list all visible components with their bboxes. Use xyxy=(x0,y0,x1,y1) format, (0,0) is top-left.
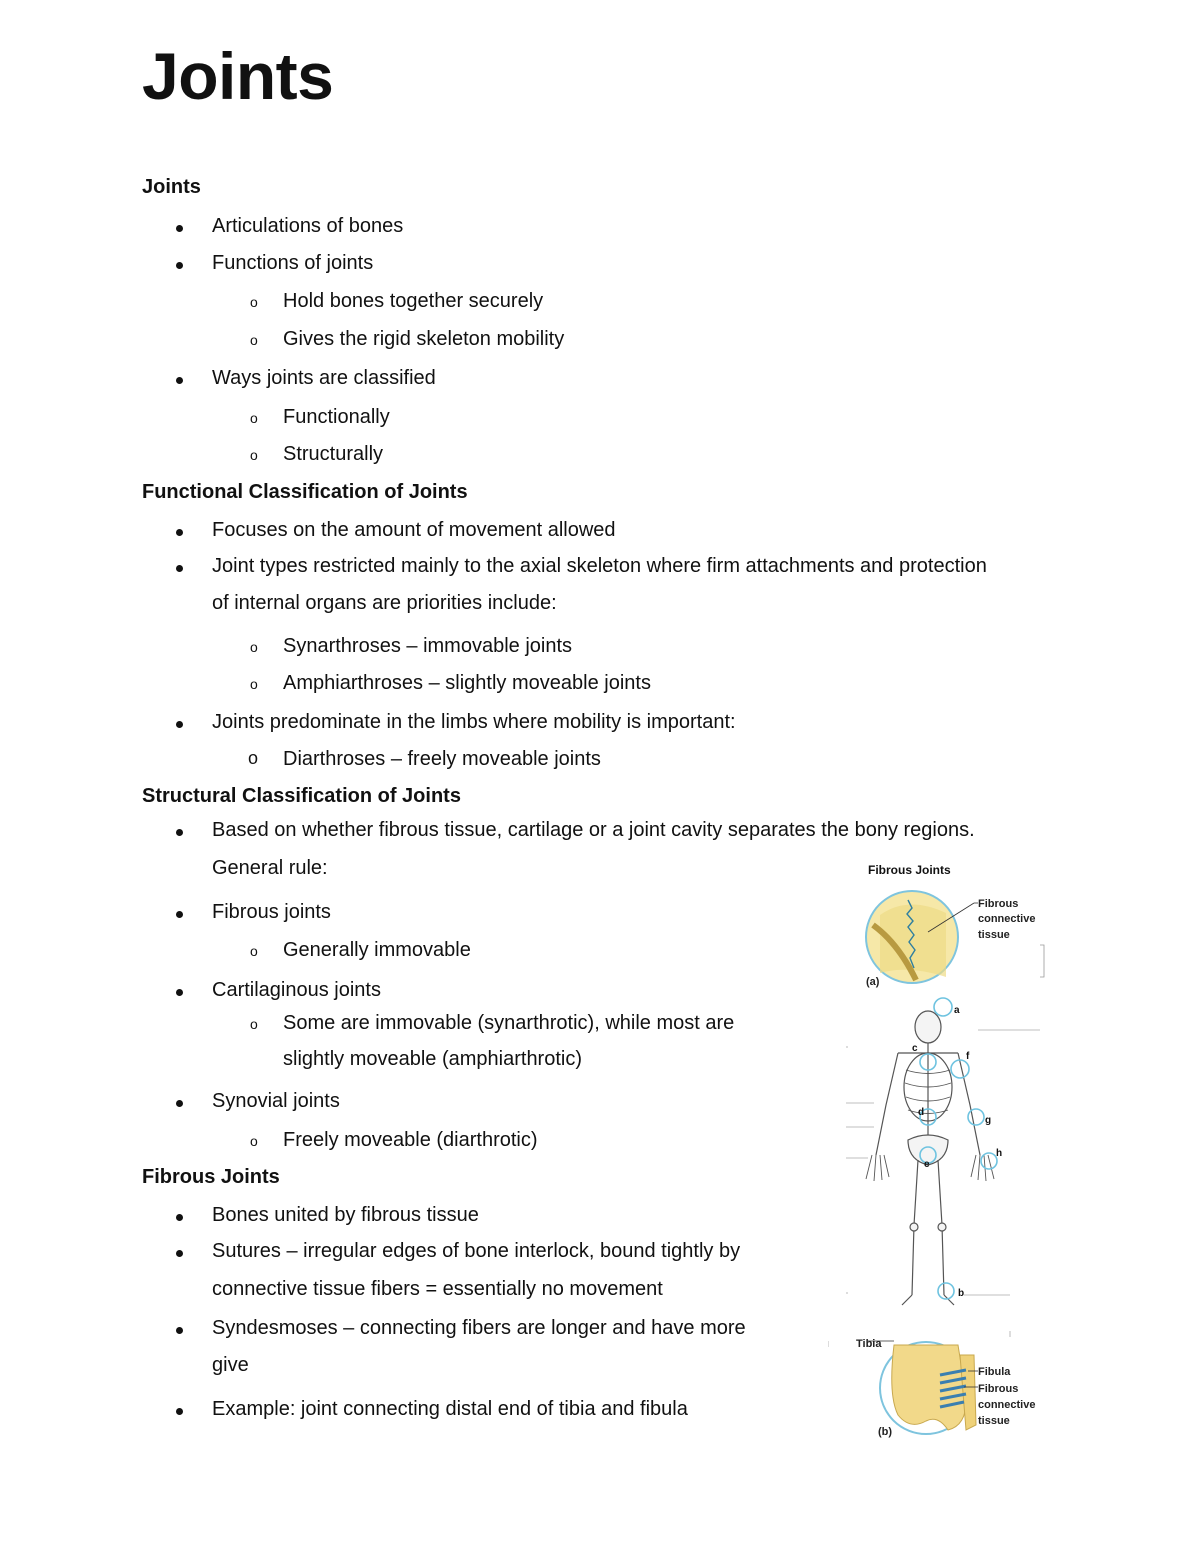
bullet-dot xyxy=(176,225,183,232)
list-item: Sutures – irregular edges of bone interlock, bound tightly by xyxy=(212,1240,741,1262)
bullet-dot xyxy=(176,829,183,836)
list-item: Diarthroses – freely moveable joints xyxy=(283,748,601,770)
bullet-dot xyxy=(176,262,183,269)
bullet-dot xyxy=(176,989,183,996)
bullet-dot xyxy=(176,529,183,536)
list-item: Based on whether fibrous tissue, cartilage or a joint cavity separates the bony regions. xyxy=(212,819,975,841)
label-connective-b: connective xyxy=(978,1399,1036,1411)
section-heading-fibrous: Fibrous Joints xyxy=(142,1166,280,1188)
list-item: Bones united by fibrous tissue xyxy=(212,1204,479,1226)
list-item: Some are immovable (synarthrotic), while most are xyxy=(283,1012,735,1034)
list-item-continuation: connective tissue fibers = essentially no movement xyxy=(212,1278,663,1300)
list-item-continuation: give xyxy=(212,1354,249,1376)
fibrous-joints-figure xyxy=(828,855,1050,1450)
bullet-dot xyxy=(176,721,183,728)
bullet-dot xyxy=(176,1100,183,1107)
list-item: Generally immovable xyxy=(283,939,471,961)
bullet-dot xyxy=(176,1214,183,1221)
syndesmosis-panel xyxy=(828,1331,1035,1438)
sub-bullet-icon: o xyxy=(250,639,258,655)
list-item: Functionally xyxy=(283,406,390,428)
label-panel-b: (b) xyxy=(878,1426,893,1438)
sub-bullet-icon: o xyxy=(250,1016,258,1032)
list-item-continuation: General rule: xyxy=(212,857,328,879)
list-item: Structurally xyxy=(283,443,384,465)
list-item-continuation: slightly moveable (amphiarthrotic) xyxy=(283,1048,583,1070)
suture-panel xyxy=(866,891,1044,988)
list-item: Ways joints are classified xyxy=(212,367,436,389)
skeleton-illustration xyxy=(866,1011,994,1305)
list-item: Functions of joints xyxy=(212,252,374,274)
list-item: Fibrous joints xyxy=(212,901,331,923)
label-fibrous-b: Fibrous xyxy=(978,1383,1019,1395)
label-tibia: Tibia xyxy=(856,1338,882,1350)
list-item: Articulations of bones xyxy=(212,215,404,237)
joint-letter-g: g xyxy=(985,1115,992,1126)
label-fibula: Fibula xyxy=(978,1366,1011,1378)
list-item: Example: joint connecting distal end of tibia and fibula xyxy=(212,1398,688,1420)
list-item: Cartilaginous joints xyxy=(212,979,381,1001)
label-tissue-b: tissue xyxy=(978,1415,1010,1427)
figure-title: Fibrous Joints xyxy=(868,863,951,877)
sub-bullet-icon: o xyxy=(250,1133,258,1149)
sub-bullet-icon: o xyxy=(250,294,258,310)
list-item: Hold bones together securely xyxy=(283,290,544,312)
sub-bullet-icon: o xyxy=(250,447,258,463)
list-item: Synarthroses – immovable joints xyxy=(283,635,573,657)
bullet-dot xyxy=(176,1327,183,1334)
list-item: Freely moveable (diarthrotic) xyxy=(283,1129,538,1151)
label-connective: connective xyxy=(978,913,1036,925)
list-item: Joint types restricted mainly to the axial skeleton where firm attachments and protection xyxy=(212,555,987,577)
list-item: Syndesmoses – connecting fibers are longer and have more xyxy=(212,1317,746,1339)
bullet-dot xyxy=(176,1250,183,1257)
sub-bullet-icon: o xyxy=(250,943,258,959)
joint-letter-e: e xyxy=(924,1159,930,1170)
list-item: Joints predominate in the limbs where mobility is important: xyxy=(212,711,736,733)
section-heading-functional: Functional Classification of Joints xyxy=(142,481,468,503)
section-heading-joints: Joints xyxy=(142,176,201,198)
joint-letter-a: a xyxy=(954,1005,960,1016)
label-panel-a: (a) xyxy=(866,976,880,988)
list-item: Synovial joints xyxy=(212,1090,340,1112)
joint-markers xyxy=(920,998,997,1299)
list-item: Gives the rigid skeleton mobility xyxy=(283,328,565,350)
list-item-continuation: of internal organs are priorities include: xyxy=(212,592,557,614)
list-item: Focuses on the amount of movement allowed xyxy=(212,519,616,541)
joint-letter-b: b xyxy=(958,1288,965,1299)
joint-letter-h: h xyxy=(996,1148,1003,1159)
label-fibrous: Fibrous xyxy=(978,898,1019,910)
label-tissue: tissue xyxy=(978,929,1010,941)
sub-bullet-icon: o xyxy=(250,332,258,348)
joint-letter-d: d xyxy=(918,1107,925,1118)
sub-bullet-icon: o xyxy=(250,410,258,426)
list-item: Amphiarthroses – slightly moveable joints xyxy=(283,672,651,694)
bullet-dot xyxy=(176,1408,183,1415)
bullet-dot xyxy=(176,565,183,572)
section-heading-structural: Structural Classification of Joints xyxy=(142,785,461,807)
joint-letter-f: f xyxy=(966,1051,970,1062)
page-title: Joints xyxy=(142,39,334,113)
sub-bullet-icon: o xyxy=(250,676,258,692)
bullet-dot xyxy=(176,911,183,918)
sub-bullet-icon: o xyxy=(248,748,259,768)
bullet-dot xyxy=(176,377,183,384)
joint-letter-c: c xyxy=(912,1043,918,1054)
